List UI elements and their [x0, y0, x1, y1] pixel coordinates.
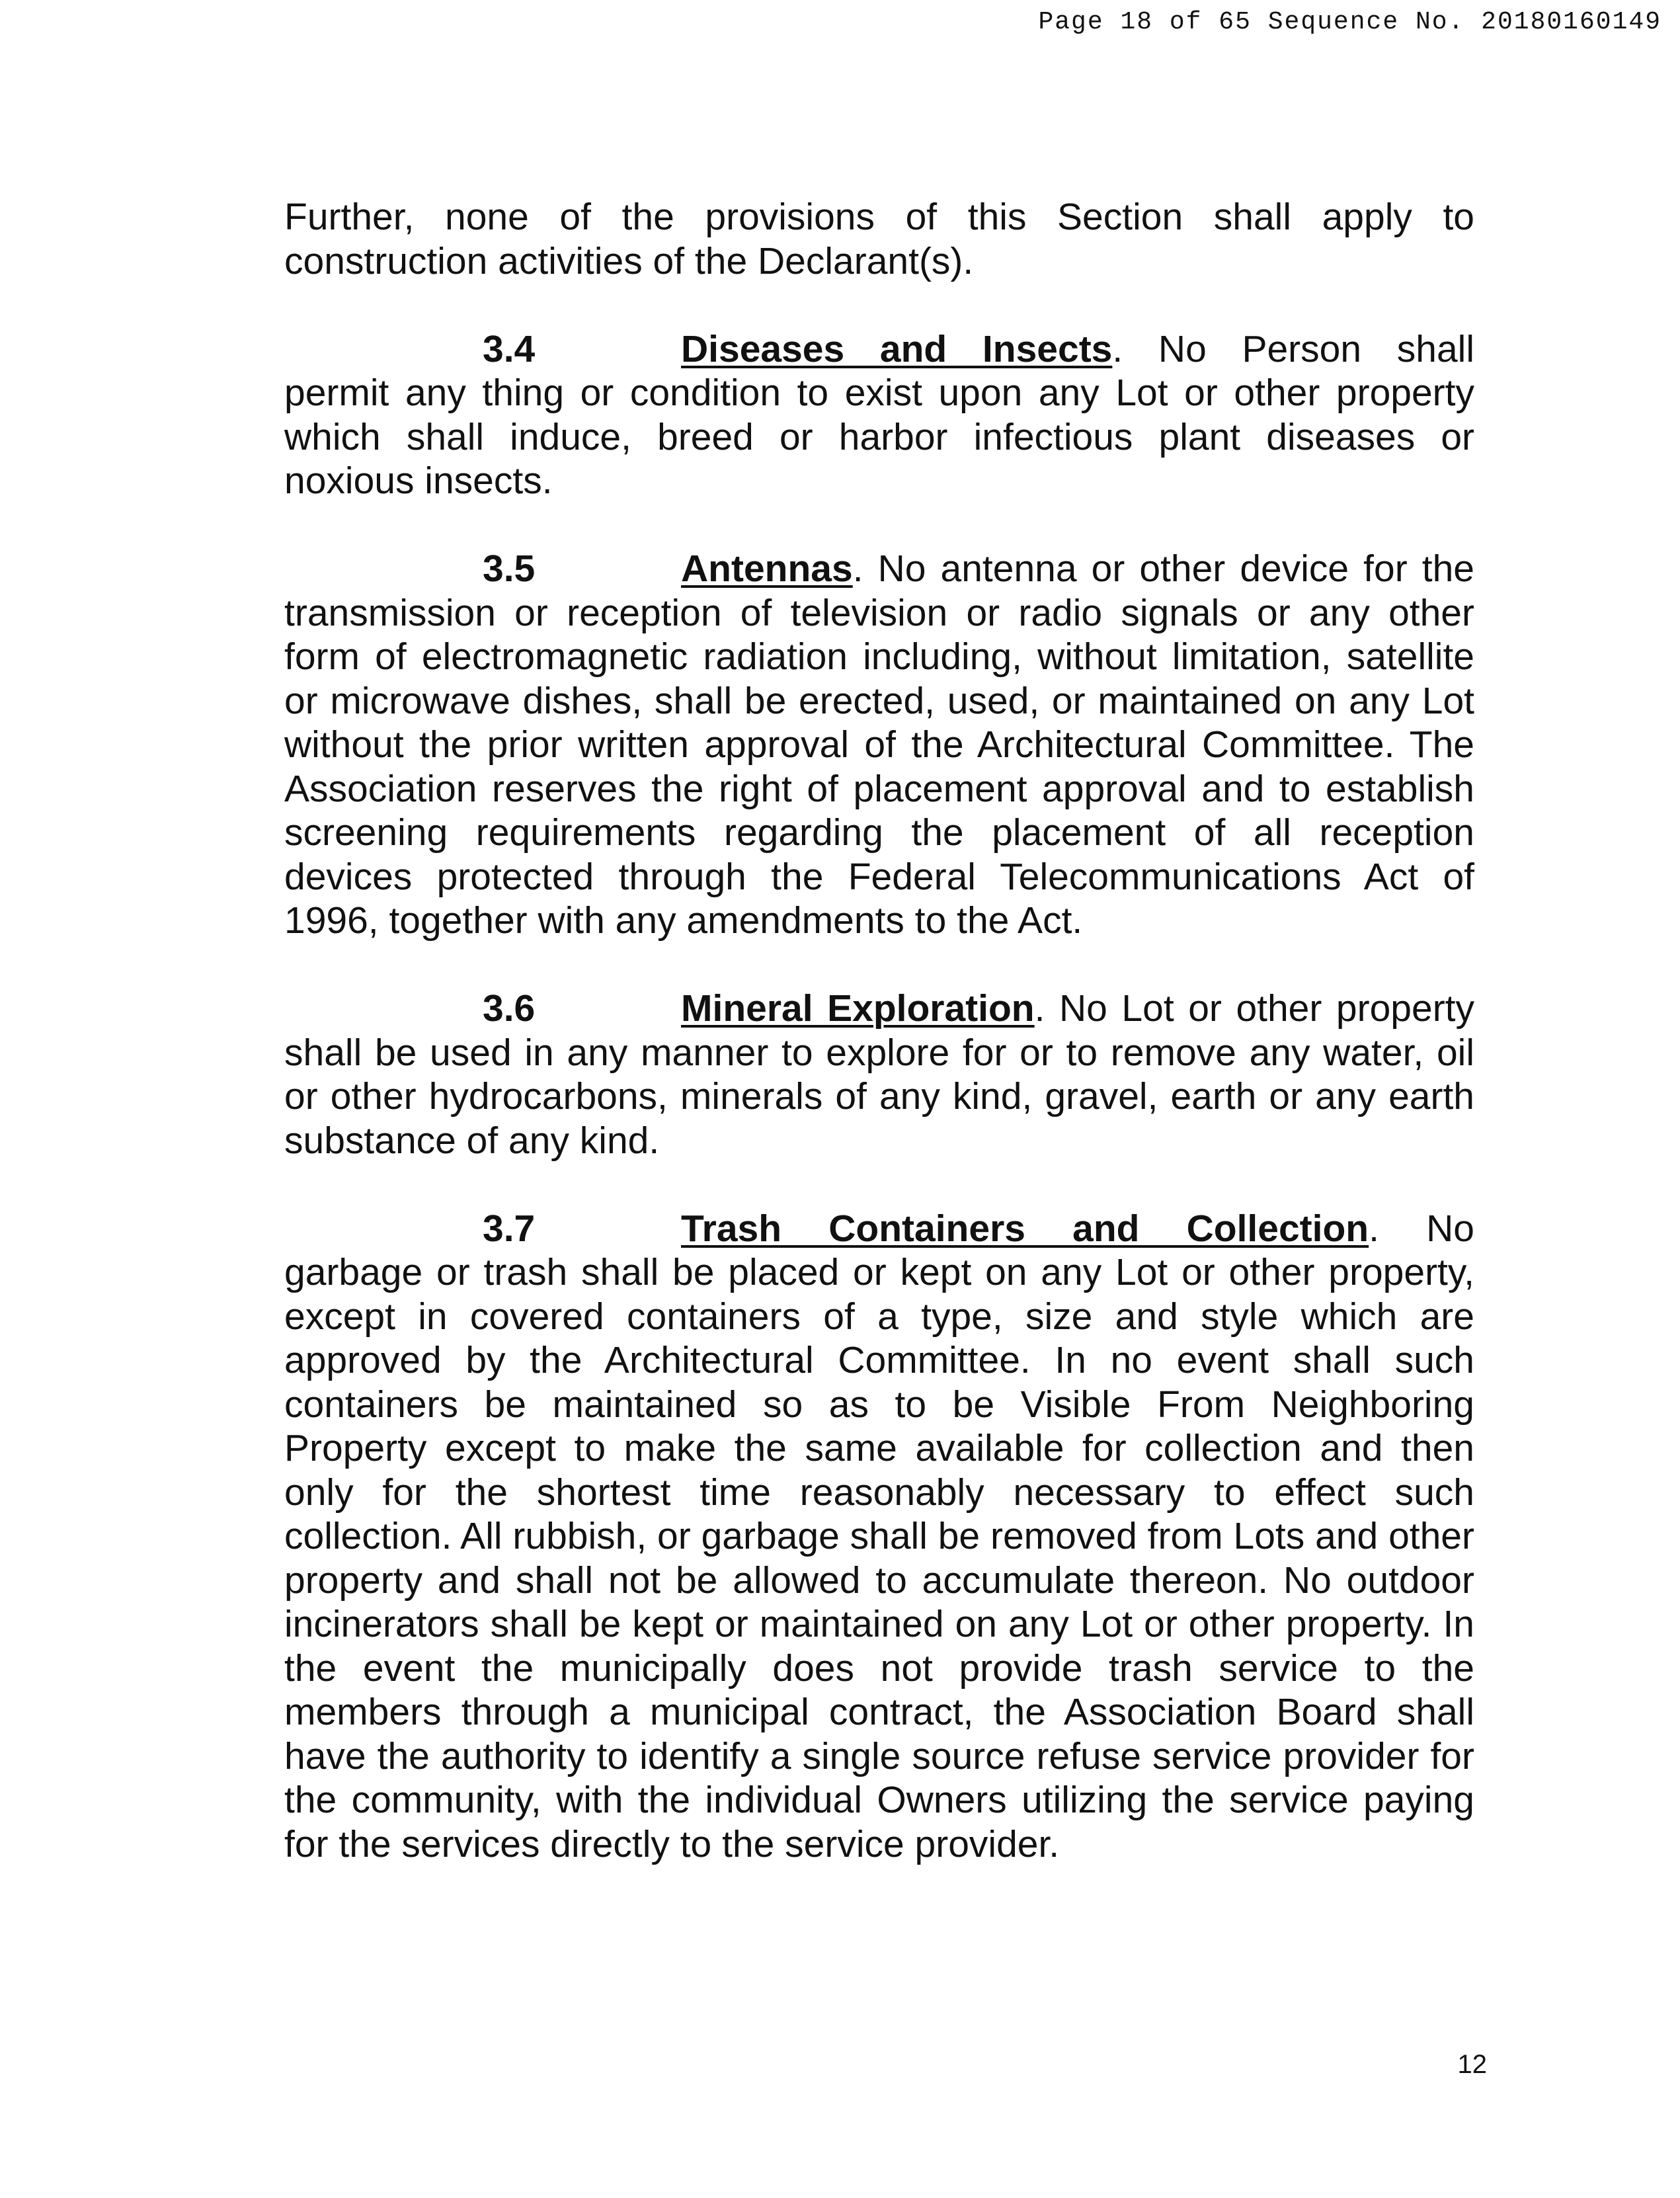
section-number: 3.4 — [483, 327, 536, 370]
section-body: garbage or trash shall be placed or kept on any Lot or other property, except in covered containers of a type, size and style which are approved by the Architectural Committee. In no event shall such containers be maintained so as to be Visible From Neighboring Property except to make the same available for collection and then only for the shortest time reasonably necessary to effect such collection. All rubbish, or garbage shall be removed from Lots and other property and shall not be allowed to accumulate thereon. No outdoor incinerators shall be kept or maintained on any Lot or other property. In the event the municipally does not provide trash service to the members through a municipal contract, the Association Board shall have the authority to identify a single source refuse service provider for the community, with the individual Owners utilizing the service paying for the services directly to the service provider. — [284, 1251, 1474, 1865]
section-number: 3.6 — [483, 987, 536, 1030]
section-first-line: . No — [1369, 1207, 1474, 1250]
section-heading-line — [284, 1207, 1474, 1251]
section-body: shall be used in any manner to explore for or to remove any water, oil or other hydrocarbons, minerals of any kind, gravel, earth or any earth substance of any kind. — [284, 1031, 1474, 1162]
page-number: 12 — [1457, 2050, 1487, 2079]
section-number: 3.5 — [483, 548, 536, 590]
section-3-4 — [284, 327, 1474, 503]
intro-paragraph: Further, none of the provisions of this Section shall apply to construction activities of the Declarant(s). — [284, 196, 1474, 282]
section-title: Antennas — [681, 548, 853, 590]
section-3-6 — [284, 987, 1474, 1162]
section-body: permit any thing or condition to exist upon any Lot or other property which shall induce, breed or harbor infectious plant diseases or noxious insects. — [284, 372, 1474, 502]
section-number: 3.7 — [483, 1207, 536, 1250]
section-heading-rest — [681, 1207, 1474, 1251]
page-sequence-header: Page 18 of 65 Sequence No. 20180160149 — [1038, 8, 1661, 36]
section-heading-rest — [681, 547, 1474, 591]
section-body: transmission or reception of television or radio signals or any other form of electromagnetic radiation including, without limitation, satellite or microwave dishes, shall be erected, used, or maintained on any Lot without the prior written approval of the Architectural Committee. The Association reserves the right of placement approval and to establish screening requirements regarding the placement of all reception devices protected through the Federal Telecommunications Act of 1996, together with any amendments to the Act. — [284, 591, 1474, 942]
section-first-line: . No Person shall — [1112, 327, 1474, 370]
document-body — [284, 195, 1474, 1910]
section-first-line: . No Lot or other property — [1034, 987, 1475, 1030]
section-3-5 — [284, 547, 1474, 943]
section-title: Mineral Exploration — [681, 987, 1035, 1030]
section-heading-line — [284, 327, 1474, 372]
section-title: Diseases and Insects — [681, 327, 1113, 370]
section-3-7 — [284, 1207, 1474, 1867]
section-heading-rest — [681, 987, 1474, 1031]
section-heading-line — [284, 547, 1474, 591]
section-first-line: . No antenna or other device for the — [852, 548, 1474, 590]
section-heading-line — [284, 987, 1474, 1031]
section-heading-rest — [681, 327, 1474, 372]
section-title: Trash Containers and Collection — [681, 1207, 1369, 1250]
